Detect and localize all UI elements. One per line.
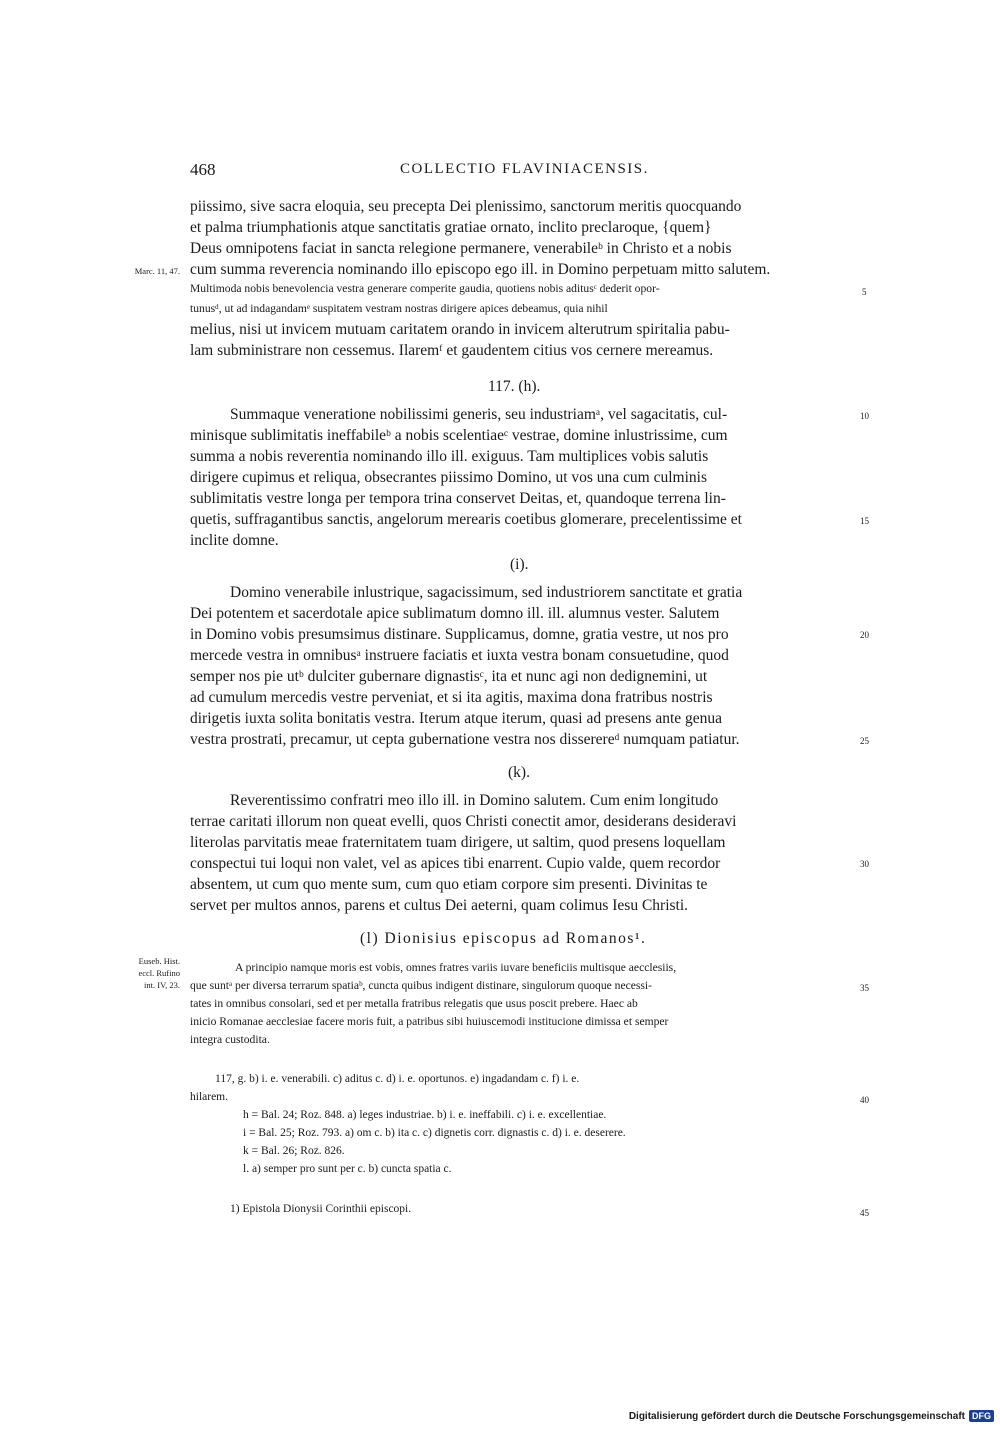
running-title: COLLECTIO FLAVINIACENSIS. [400, 161, 649, 177]
section-heading: (l) Dionisius episcopus ad Romanos¹. [360, 930, 647, 947]
text-line: in Domino vobis presumsimus distinare. Supplicamus, domne, gratia vestre, ut nos pro [190, 626, 729, 643]
section-heading: (k). [508, 764, 530, 781]
line-number: 20 [860, 630, 869, 640]
text-line: sublimitatis vestre longa per tempora trina conservet Deitas, et, quandoque terrena lin- [190, 490, 726, 507]
line-number: 5 [862, 287, 867, 297]
text-line: conspectui tui loqui non valet, vel as apices tibi enarrent. Cupio valde, quem recordor [190, 855, 721, 872]
dfg-logo: DFG [969, 1410, 994, 1422]
line-number: 45 [860, 1208, 869, 1218]
text-line: absentem, ut cum quo mente sum, cum quo etiam corpore sim presenti. Divinitas te [190, 876, 708, 893]
funding-footer [629, 1410, 994, 1422]
footnote: 117, g. b) i. e. venerabili. c) aditus c. d) i. e. oportunos. e) ingadandam c. f) i. e. [215, 1073, 580, 1085]
text-line: Domino venerabile inlustrique, sagacissimum, sed industriorem sanctitate et gratia [230, 584, 743, 601]
text-line: cum summa reverencia nominando illo episcopo ego ill. in Domino perpetuam mitto salutem. [190, 261, 771, 278]
text-line: que suntᵃ per diversa terrarum spatiaᵇ, cuncta quibus indigent distinare, singulorum quoque necessi- [190, 979, 653, 992]
line-number: 40 [860, 1095, 869, 1105]
text-line: et palma triumphationis atque sanctitatis gratiae ornato, inclito preclaroque, {quem} [190, 219, 712, 236]
text-line: summa a nobis reverentia nominando illo ill. exiguus. Tam multiplices vobis salutis [190, 448, 709, 465]
text-line: Dei potentem et sacerdotale apice sublimatum domno ill. ill. alumnus vester. Salutem [190, 605, 720, 622]
text-line: lam subministrare non cessemus. Ilaremᶠ et gaudentem citius vos cernere mereamus. [190, 342, 714, 359]
margin-reference: int. IV, 23. [144, 980, 180, 990]
text-line: dirigere cupimus et reliqua, obsecrantes piissimo Domino, ut vos una cum culminis [190, 469, 708, 486]
text-line: A principio namque moris est vobis, omnes fratres variis iuvare beneficiis multisque aecclesiis, [235, 961, 677, 974]
text-line: tates in omnibus consolari, sed et per metalla fratribus relegatis que usus poscit prebere. Haec ab [190, 997, 638, 1010]
section-heading: 117. (h). [488, 378, 541, 395]
line-number: 15 [860, 516, 869, 526]
margin-reference: Euseb. Hist. [138, 956, 180, 966]
text-line: minisque sublimitatis ineffabileᵇ a nobis scelentiaeᶜ vestrae, domine inlustrissime, cum [190, 427, 728, 444]
text-line: Deus omnipotens faciat in sancta relegione permanere, venerabileᵇ in Christo et a nobis [190, 240, 732, 257]
text-line: integra custodita. [190, 1033, 270, 1046]
text-line: ad cumulum mercedis vestre perveniat, et si ita agitis, maxima dona fratribus nostris [190, 689, 713, 706]
line-number: 25 [860, 736, 869, 746]
text-line: vestra prostrati, precamur, ut cepta gubernatione vestra nos disserereᵈ numquam patiatur. [190, 731, 740, 748]
footnote: l. a) semper pro sunt per c. b) cuncta spatia c. [243, 1163, 452, 1175]
page-number: 468 [190, 160, 216, 179]
footnote: h = Bal. 24; Roz. 848. a) leges industriae. b) i. e. ineffabili. c) i. e. excellentiae. [243, 1109, 607, 1121]
text-line: inclite domne. [190, 532, 279, 549]
text-line: Summaque veneratione nobilissimi generis, seu industriamᵃ, vel sagacitatis, cul- [230, 406, 728, 423]
footer-text: Digitalisierung gefördert durch die Deutsche Forschungsgemeinschaft [628, 1410, 965, 1422]
text-line: dirigetis iuxta solita bonitatis vestra. Iterum atque iterum, quasi ad presens ante genua [190, 710, 723, 727]
text-line: servet per multos annos, parens et cultus Dei aeterni, quam colimus Iesu Christi. [190, 897, 689, 914]
line-number: 10 [860, 411, 869, 421]
text-line: quetis, suffragantibus sanctis, angelorum merearis coetibus glomerare, precelentissime et [190, 511, 742, 528]
text-line: melius, nisi ut invicem mutuam caritatem orando in invicem alterutrum spiritalia pabu- [190, 321, 730, 338]
footnote: k = Bal. 26; Roz. 826. [243, 1145, 345, 1157]
text-line: mercede vestra in omnibusᵃ instruere faciatis et iuxta vestra bonam consuetudine, quod [190, 647, 729, 664]
text-line: inicio Romanae aecclesiae facere moris fuit, a patribus sibi huiuscemodi institucione dimissa et semper [190, 1015, 669, 1028]
text-line: terrae caritati illorum non queat evelli, quos Christi conectit amor, desiderans desideravi [190, 813, 737, 830]
footnote: hilarem. [190, 1091, 228, 1103]
line-number: 35 [860, 983, 869, 993]
text-line: Multimoda nobis benevolencia vestra generare comperite gaudia, quotiens nobis aditusᶜ dederit opor- [190, 282, 660, 295]
section-heading: (i). [510, 556, 529, 573]
footnote: i = Bal. 25; Roz. 793. a) om c. b) ita c. c) dignetis corr. dignastis c. d) i. e. deserere. [243, 1127, 626, 1139]
margin-reference: Marc. 11, 47. [134, 266, 180, 276]
line-number: 30 [860, 859, 869, 869]
text-line: piissimo, sive sacra eloquia, seu precepta Dei plenissimo, sanctorum meritis quocquando [190, 198, 742, 215]
text-line: literolas parvitatis meae fraternitatem tuam dirigere, ut saltim, quod presens loquellam [190, 834, 726, 851]
text-line: tunusᵈ, ut ad indagandamᵉ suspitatem vestram nostras dirigere apices debeamus, quia nihil [190, 302, 608, 315]
margin-reference: eccl. Rufino [138, 968, 180, 978]
footnote: 1) Epistola Dionysii Corinthii episcopi. [230, 1203, 412, 1215]
text-line: semper nos pie utᵇ dulciter gubernare dignastisᶜ, ita et nunc agi non dedignemini, ut [190, 668, 708, 685]
text-line: Reverentissimo confratri meo illo ill. in Domino salutem. Cum enim longitudo [230, 792, 719, 809]
